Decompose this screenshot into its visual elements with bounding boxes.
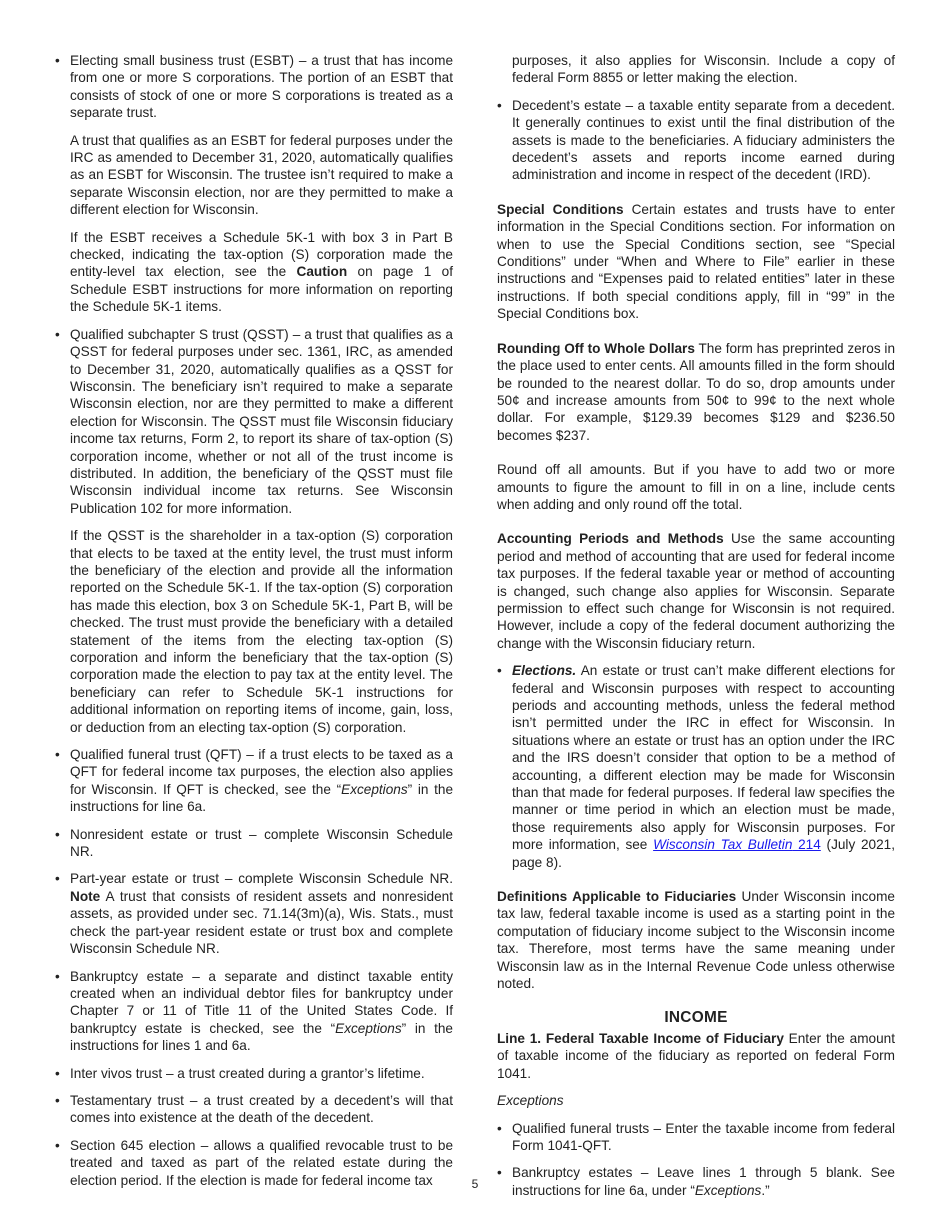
- exception-bankruptcy-item: • Bankruptcy estates – Leave lines 1 through 5 blank. See instructions for line 6a, under “Exceptions.”: [497, 1164, 895, 1199]
- decedent-estate-item: • Decedent’s estate – a taxable entity separate from a decedent. It generally continues to exist until the final distribution of the assets is made to the beneficiaries. A fiduciary administers the decedent’s assets and reports income earned during administration and income in respect of the decedent (IRD).: [497, 97, 895, 184]
- qsst-definition: Qualified subchapter S trust (QSST) – a trust that qualifies as a QSST for federal purposes under sec. 1361, IRC, as amended to December 31, 2020, automatically qualifies as a QSST for Wisconsin. The beneficiary isn’t required to make a separate Wisconsin election, nor are they permitted to make a different election for Wisconsin. The QSST must file Wisconsin fiduciary income tax returns, Form 2, to report its share of tax-option (S) corporation income, whether or not all of the trust income is distributed. In addition, the beneficiary of the QSST must file Wisconsin individual income tax returns. See Wisconsin Publication 102 for more information.: [70, 326, 453, 516]
- income-section-title: INCOME: [664, 1008, 728, 1026]
- esbt-item: [55, 52, 453, 122]
- rounding-heading: Rounding Off to Whole Dollars: [497, 340, 695, 356]
- elections-label: Elections.: [512, 663, 577, 679]
- caution-label: Caution: [296, 264, 348, 280]
- right-column: [497, 52, 895, 1199]
- tax-bulletin-link[interactable]: Wisconsin Tax Bulletin 214: [653, 837, 821, 853]
- accounting-paragraph: Accounting Periods and Methods Use the same accounting period and method of accounting that are used for federal income tax purposes. If the federal taxable year or method of accounting is changed, such change also applies for Wisconsin. Separate permission to effect such change for Wisconsin is not required. However, include a copy of the federal document authorizing the change with the Wisconsin fiduciary return.: [497, 531, 895, 651]
- inter-vivos-item: • Inter vivos trust – a trust created during a grantor’s lifetime.: [55, 1065, 453, 1082]
- rounding-paragraph: Rounding Off to Whole Dollars The form has preprinted zeros in the place used to enter cents. All amounts filled in the form should be rounded to the nearest dollar. To do so, drop amounts under 50¢ and increase amounts from 50¢ to 99¢ to the next whole dollar. For example, $129.39 becomes $129 and $236.50 becomes $237.: [497, 340, 896, 443]
- definitions-heading: Definitions Applicable to Fiduciaries: [497, 889, 737, 905]
- qsst-shareholder-paragraph: If the QSST is the shareholder in a tax-option (S) corporation that elects to be taxed at the entity level, the trust must inform the beneficiary of the election and provide all the information reported on the Schedule 5K-1. If the tax-option (S) corporation has made this election, box 3 on Schedule 5K-1, Part B, will be checked. The trust must provide the beneficiary with a detailed statement of the items from the electing tax-option (S) corporation and inform the beneficiary that the tax-option (S) corporation made the election to pay tax at the entity level. The beneficiary can refer to Schedule 5K-1 instructions for additional information on reporting items of income, gain, loss, or deduction from an electing tax-option (S) corporation.: [70, 528, 453, 735]
- qft-item: • Qualified funeral trust (QFT) – if a trust elects to be taxed as a QFT for federal income tax purposes, the election also applies for Wisconsin. If QFT is checked, see the “Exceptions” in the instructions for line 6a.: [55, 746, 453, 816]
- esbt-5k1-paragraph: If the ESBT receives a Schedule 5K-1 with box 3 in Part B checked, indicating the tax-option (S) corporation made the entity-level tax election, see the Caution on page 1 of Schedule ESBT instructions for more information on reporting the Schedule 5K-1 items.: [70, 229, 453, 315]
- exceptions-label: Exceptions: [497, 1093, 564, 1109]
- rounding-total-paragraph: Round off all amounts. But if you have to add two or more amounts to figure the amount to fill in on a line, include cents when adding and only round off the total.: [497, 462, 895, 512]
- page-number: 5: [471, 1177, 479, 1191]
- bankruptcy-item: • Bankruptcy estate – a separate and distinct taxable entity created when an individual debtor files for bankruptcy under Chapter 7 or 11 of Title 11 of the United States Code. If bankruptcy estate is checked, see the “Exceptions” in the instructions for lines 1 and 6a.: [55, 968, 453, 1055]
- testamentary-item: • Testamentary trust – a trust created by a decedent’s will that comes into existence at the death of the decedent.: [55, 1092, 453, 1127]
- note-label: Note: [70, 888, 101, 904]
- elections-item: • Elections. An estate or trust can’t make different elections for federal and Wisconsin purposes with respect to accounting periods and accounting methods, unless the federal method isn’t permitted under the IRC in effect for Wisconsin. In situations where an estate or trust has an option under the IRC and the IRS doesn’t consider that option to be a method of accounting, a different election may be made for Wisconsin than that made for federal purposes. If federal law specifies the manner or time period in which an election must be made, those requirements also apply for Wisconsin purposes. For more information, see Wisconsin Tax Bulletin 214 (July 2021, page 8).: [497, 662, 895, 871]
- esbt-definition: Electing small business trust (ESBT) – a trust that has income from one or more S corporations. The portion of an ESBT that consists of stock of one or more S corporations is treated as a separate trust.: [70, 53, 453, 121]
- special-conditions-heading: Special Conditions: [497, 201, 624, 217]
- special-conditions-paragraph: Special Conditions Certain estates and trusts have to enter information in the Special Conditions section. For information on when to use the Special Conditions section, see “Special Conditions” under “When and Where to File” earlier in these instructions and “Expenses paid to related entities” later in these instructions. If both special conditions apply, fill in “99” in the Special Conditions box.: [497, 201, 895, 322]
- section-645-item: • Section 645 election – allows a qualified revocable trust to be treated and taxed as part of the related estate during the election period. If the election is made for federal income tax: [55, 1137, 453, 1189]
- left-column: [55, 52, 453, 1189]
- nonresident-item: • Nonresident estate or trust – complete Wisconsin Schedule NR.: [55, 826, 453, 861]
- line1-heading: Line 1. Federal Taxable Income of Fiduciary: [497, 1030, 784, 1046]
- partyear-item: • Part-year estate or trust – complete Wisconsin Schedule NR. Note A trust that consists of resident assets and nonresident assets, as provided under sec. 71.14(3m)(a), Wis. Stats., must check the part-year resident estate or trust box and complete Wisconsin Schedule NR.: [55, 870, 453, 957]
- exception-qft-item: • Qualified funeral trusts – Enter the taxable income from federal Form 1041-QFT.: [497, 1120, 895, 1155]
- accounting-heading: Accounting Periods and Methods: [497, 531, 724, 547]
- section-645-continued: purposes, it also applies for Wisconsin. Include a copy of federal Form 8855 or letter making the election.: [512, 53, 895, 86]
- esbt-federal-paragraph: A trust that qualifies as an ESBT for federal purposes under the IRC as amended to December 31, 2020, automatically qualifies as an ESBT for Wisconsin. The trustee isn’t required to make a separate Wisconsin election, nor are they permitted to make a different election for Wisconsin.: [70, 132, 453, 218]
- line1-paragraph: Line 1. Federal Taxable Income of Fiduciary Enter the amount of taxable income of the fiduciary as reported on federal Form 1041.: [497, 1030, 895, 1081]
- definitions-paragraph: Definitions Applicable to Fiduciaries Under Wisconsin income tax law, federal taxable income is used as a starting point in the computation of fiduciary income subject to the Wisconsin income tax. Therefore, most terms have the same meaning under Wisconsin law as in the Internal Revenue Code unless otherwise noted.: [497, 889, 895, 992]
- qsst-item: [55, 326, 453, 517]
